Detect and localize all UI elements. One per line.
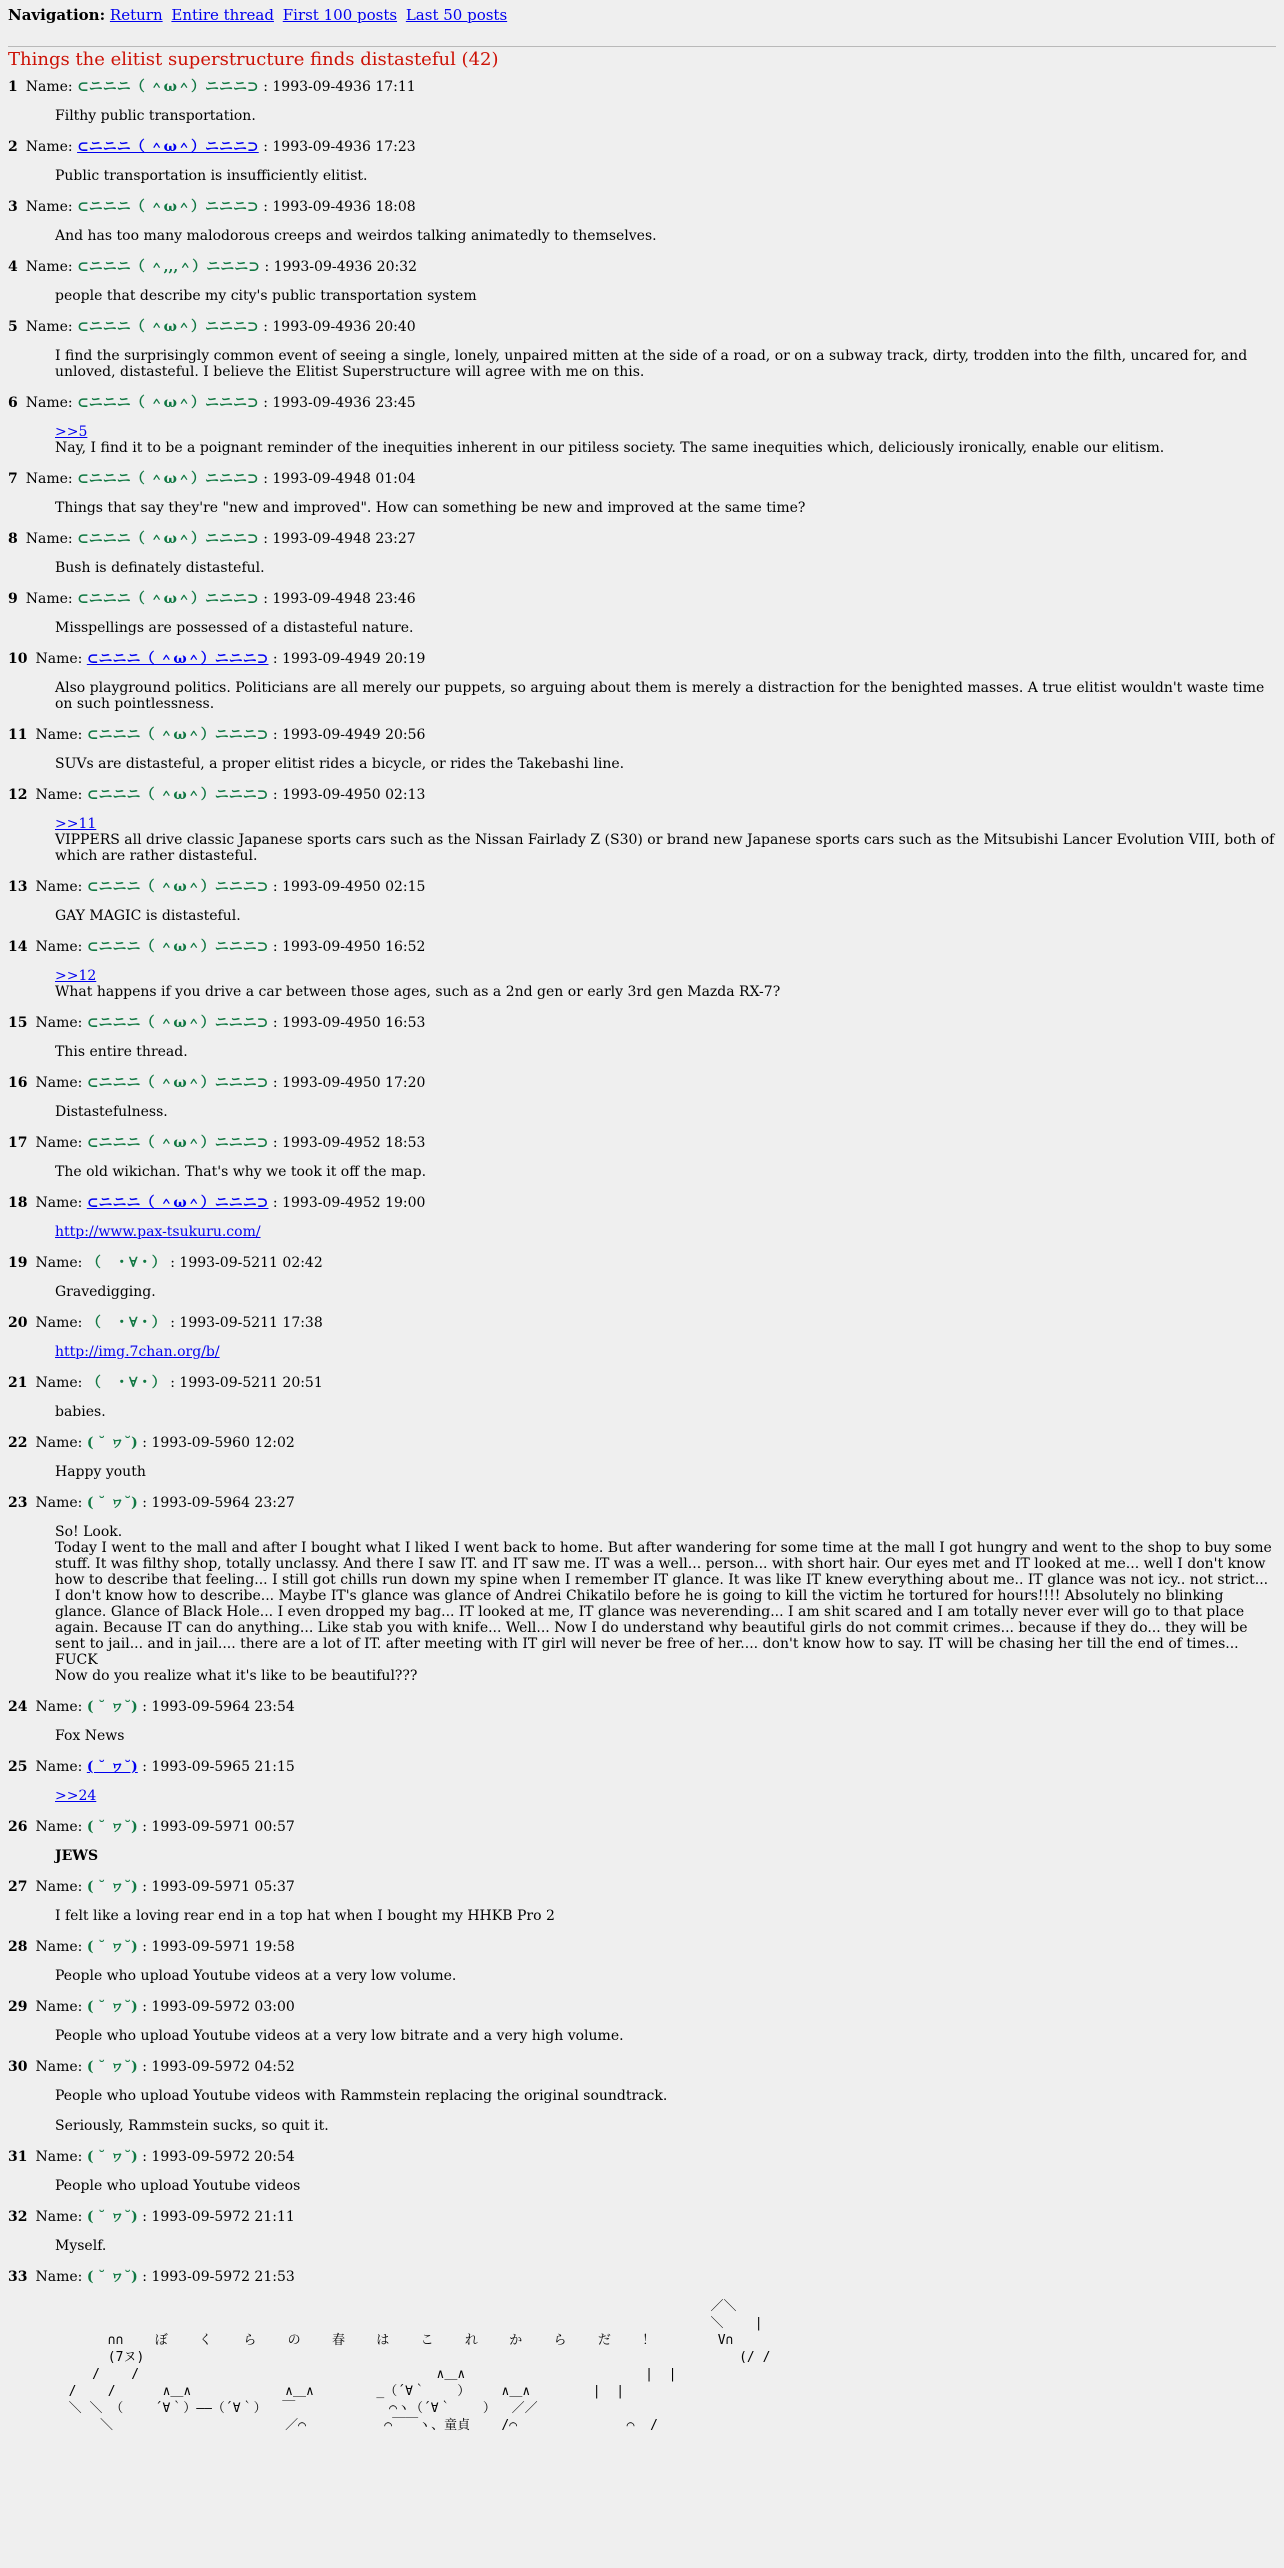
name-label: Name:: [35, 1015, 83, 1031]
post: [8, 878, 1276, 924]
post-date: 1993-09-5972 20:54: [151, 2149, 295, 2165]
post-header: 10 Name: ⊂ニニニ（ ＾ω＾）ニニニ⊃ : 1993-09-4949 20:19: [8, 651, 426, 667]
post: [8, 530, 1276, 576]
poster-name: ⊂ニニニ（ ＾ω＾）ニニニ⊃: [86, 1015, 269, 1031]
post-header: 19 Name: （ ・∀・） : 1993-09-5211 02:42: [8, 1255, 323, 1271]
poster-name: ⊂ニニニ（ ＾ω＾）ニニニ⊃: [86, 727, 269, 743]
post: [8, 2208, 1276, 2254]
post-number[interactable]: 3: [8, 199, 18, 215]
post: [8, 138, 1276, 184]
post-header: 7 Name: ⊂ニニニ（ ＾ω＾）ニニニ⊃ : 1993-09-4948 01:04: [8, 471, 416, 487]
post-number[interactable]: 32: [8, 2209, 28, 2225]
post-date: 1993-09-5972 21:11: [151, 2209, 295, 2225]
post-body: [55, 1404, 1276, 1420]
post-header: 31 Name: ( ˘ ヮ˘) : 1993-09-5972 20:54: [8, 2149, 295, 2165]
post-number[interactable]: 15: [8, 1015, 28, 1031]
post: [8, 786, 1279, 864]
post-text: Things that say they're "new and improved". How can something be new and improved at the same time?: [55, 500, 806, 516]
poster-name: ⊂ニニニ（ ＾ω＾）ニニニ⊃: [77, 591, 259, 607]
poster-name: （ ・∀・）: [86, 1315, 166, 1331]
post-date: 1993-09-5964 23:54: [151, 1699, 295, 1715]
post: [8, 394, 1276, 456]
post: [8, 1698, 1276, 1744]
post-body: [55, 1164, 1276, 1180]
post-date: 1993-09-4936 20:40: [272, 319, 416, 335]
post-text: The old wikichan. That's why we took it off the map.: [55, 1164, 427, 1180]
post-text: Misspellings are possessed of a distasteful nature.: [55, 620, 414, 636]
name-label: Name:: [35, 727, 83, 743]
post-date: 1993-09-5965 21:15: [151, 1759, 295, 1775]
post-body: [55, 500, 1276, 516]
post-date: 1993-09-5964 23:27: [151, 1495, 295, 1511]
post: [8, 1938, 1276, 1984]
post-number[interactable]: 30: [8, 2059, 28, 2075]
post: [8, 2058, 1276, 2134]
post: [8, 650, 1276, 712]
post-date: 1993-09-4950 02:13: [282, 787, 426, 803]
poster-name: ( ˘ ヮ˘): [86, 2269, 138, 2285]
post-body: [55, 1464, 1276, 1480]
poster-name: ⊂ニニニ（ ＾ω＾）ニニニ⊃: [86, 879, 269, 895]
post-body: [55, 1224, 1276, 1240]
post-header: 3 Name: ⊂ニニニ（ ＾ω＾）ニニニ⊃ : 1993-09-4936 18:08: [8, 199, 416, 215]
post-number[interactable]: 2: [8, 139, 18, 155]
post-date: 1993-09-4949 20:56: [282, 727, 426, 743]
post-header: 14 Name: ⊂ニニニ（ ＾ω＾）ニニニ⊃ : 1993-09-4950 16:52: [8, 939, 426, 955]
post-date: 1993-09-5972 21:53: [151, 2269, 295, 2285]
post: [8, 1998, 1276, 2044]
reply-reference-link[interactable]: >>12: [55, 968, 97, 984]
post: [8, 1818, 1276, 1864]
post-body: [55, 168, 1276, 184]
poster-name: ⊂ニニニ（ ＾ω＾）ニニニ⊃: [77, 199, 259, 215]
post-text: SUVs are distasteful, a proper elitist rides a bicycle, or rides the Takebashi line.: [55, 756, 625, 772]
post-date: 1993-09-5972 04:52: [151, 2059, 295, 2075]
name-label: Name:: [35, 2269, 83, 2285]
post-body: [55, 1908, 1276, 1924]
post-text: Public transportation is insufficiently elitist.: [55, 168, 368, 184]
post-text: Seriously, Rammstein sucks, so quit it.: [55, 2118, 329, 2134]
name-label: Name:: [25, 319, 73, 335]
post-text: Myself.: [55, 2238, 107, 2254]
poster-name: ( ˘ ヮ˘): [86, 1699, 138, 1715]
poster-name: ( ˘ ヮ˘): [86, 1495, 138, 1511]
reply-reference-link[interactable]: >>24: [55, 1788, 97, 1804]
name-label: Name:: [35, 1315, 83, 1331]
poster-name: ⊂ニニニ（ ＾ω＾）ニニニ⊃: [77, 531, 259, 547]
post-number[interactable]: 20: [8, 1315, 28, 1331]
post-header: 13 Name: ⊂ニニニ（ ＾ω＾）ニニニ⊃ : 1993-09-4950 02:15: [8, 879, 426, 895]
post: [8, 1374, 1276, 1420]
nav-link-entire-thread[interactable]: Entire thread: [171, 6, 274, 24]
post-header: 30 Name: ( ˘ ヮ˘) : 1993-09-5972 04:52: [8, 2059, 295, 2075]
poster-name: （ ・∀・）: [86, 1375, 166, 1391]
name-label: Name:: [35, 787, 83, 803]
post-header: 33 Name: ( ˘ ヮ˘) : 1993-09-5972 21:53: [8, 2269, 295, 2285]
post-text: People who upload Youtube videos at a very low bitrate and a very high volume.: [55, 2028, 624, 2044]
post: [8, 1434, 1276, 1480]
post-body: [55, 1104, 1276, 1120]
nav-link-first-100-posts[interactable]: First 100 posts: [282, 6, 398, 24]
post-text: people that describe my city's public transportation system: [55, 288, 477, 304]
poster-name: ⊂ニニニ（ ＾ω＾）ニニニ⊃: [77, 79, 259, 95]
post-body: [55, 1344, 1276, 1360]
reply-reference-link[interactable]: >>11: [55, 816, 97, 832]
post-header: 24 Name: ( ˘ ヮ˘) : 1993-09-5964 23:54: [8, 1699, 295, 1715]
post: [8, 590, 1276, 636]
post-number[interactable]: 27: [8, 1879, 28, 1895]
post-number[interactable]: 19: [8, 1255, 28, 1271]
post-header: 32 Name: ( ˘ ヮ˘) : 1993-09-5972 21:11: [8, 2209, 295, 2225]
post-header: 17 Name: ⊂ニニニ（ ＾ω＾）ニニニ⊃ : 1993-09-4952 18:53: [8, 1135, 426, 1151]
name-label: Name:: [25, 395, 73, 411]
name-label: Name:: [25, 591, 73, 607]
post-number[interactable]: 9: [8, 591, 18, 607]
navigation-bar: [8, 6, 1276, 24]
post-number[interactable]: 18: [8, 1195, 28, 1211]
name-label: Name:: [35, 1699, 83, 1715]
post-text: I find the surprisingly common event of seeing a single, lonely, unpaired mitten at the side of a road, or on a subway track, dirty, trodden into the filth, uncared for, and unloved, distasteful. I believe the Elitist Superstructure will agree with me on this.: [55, 348, 1252, 380]
post-date: 1993-09-4936 17:23: [272, 139, 416, 155]
post: [8, 938, 1276, 1000]
post-header: 4 Name: ⊂ニニニ（ ＾,,,＾）ニニニ⊃ : 1993-09-4936 20:32: [8, 259, 418, 275]
post-number[interactable]: 8: [8, 531, 18, 547]
poster-name: ⊂ニニニ（ ＾ω＾）ニニニ⊃: [86, 939, 269, 955]
poster-name: ⊂ニニニ（ ＾,,,＾）ニニニ⊃: [77, 259, 261, 275]
name-label: Name:: [35, 879, 83, 895]
post-text: This entire thread.: [55, 1044, 188, 1060]
post-text: I felt like a loving rear end in a top hat when I bought my HHKB Pro 2: [55, 1908, 555, 1924]
post-date: 1993-09-4936 17:11: [272, 79, 416, 95]
post-text: What happens if you drive a car between those ages, such as a 2nd gen or early 3rd gen Mazda RX-7?: [55, 984, 781, 1000]
post-body: [55, 2178, 1276, 2194]
post-header: 22 Name: ( ˘ ヮ˘) : 1993-09-5960 12:02: [8, 1435, 295, 1451]
name-label: Name:: [35, 651, 83, 667]
poster-name: ( ˘ ヮ˘): [86, 1999, 138, 2015]
post-number[interactable]: 17: [8, 1135, 28, 1151]
post: [8, 1194, 1276, 1240]
post-body: [55, 968, 1276, 1000]
post-text: Also playground politics. Politicians are all merely our puppets, so arguing about them is merely a distraction for the benighted masses. A true elitist wouldn't waste time on such pointlessness.: [55, 680, 1269, 712]
divider: [8, 46, 1276, 47]
post-body: [55, 620, 1276, 636]
name-label: Name:: [25, 531, 73, 547]
post-number[interactable]: 4: [8, 259, 18, 275]
name-label: Name:: [35, 1819, 83, 1835]
post-number[interactable]: 7: [8, 471, 18, 487]
name-label: Name:: [25, 259, 73, 275]
post-date: 1993-09-4950 16:53: [282, 1015, 426, 1031]
post-number[interactable]: 21: [8, 1375, 28, 1391]
post-date: 1993-09-5211 17:38: [179, 1315, 323, 1331]
name-label: Name:: [35, 2209, 83, 2225]
name-label: Name:: [35, 1195, 83, 1211]
poster-name: ⊂ニニニ（ ＾ω＾）ニニニ⊃: [86, 1135, 269, 1151]
poster-name: ( ˘ ヮ˘): [86, 1435, 138, 1451]
post: [8, 1878, 1276, 1924]
poster-name: ( ˘ ヮ˘): [86, 1819, 138, 1835]
nav-link-return[interactable]: Return: [109, 6, 163, 24]
post-body: [55, 108, 1276, 124]
post-text: babies.: [55, 1404, 106, 1420]
post: [8, 1134, 1276, 1180]
poster-name-link[interactable]: ⊂ニニニ（ ＾ω＾）ニニニ⊃: [77, 139, 259, 155]
name-label: Name:: [35, 1375, 83, 1391]
post-header: 28 Name: ( ˘ ヮ˘) : 1993-09-5971 19:58: [8, 1939, 295, 1955]
post-body: [55, 1788, 1276, 1804]
post-header: 5 Name: ⊂ニニニ（ ＾ω＾）ニニニ⊃ : 1993-09-4936 20:40: [8, 319, 416, 335]
post-number[interactable]: 14: [8, 939, 28, 955]
nav-link-last-50-posts[interactable]: Last 50 posts: [405, 6, 508, 24]
post-body: [55, 816, 1279, 864]
post-number[interactable]: 13: [8, 879, 28, 895]
post: [8, 318, 1276, 380]
post-header: 12 Name: ⊂ニニニ（ ＾ω＾）ニニニ⊃ : 1993-09-4950 02:13: [8, 787, 426, 803]
post-text: GAY MAGIC is distasteful.: [55, 908, 241, 924]
navigation-label: Navigation:: [8, 6, 106, 24]
post-date: 1993-09-4949 20:19: [282, 651, 426, 667]
post-body: [55, 348, 1276, 380]
post-number[interactable]: 22: [8, 1435, 28, 1451]
post-header: 18 Name: ⊂ニニニ（ ＾ω＾）ニニニ⊃ : 1993-09-4952 19:00: [8, 1195, 426, 1211]
post: [8, 1074, 1276, 1120]
post-body: [55, 1044, 1276, 1060]
post-number[interactable]: 5: [8, 319, 18, 335]
post-date: 1993-09-4952 19:00: [282, 1195, 426, 1211]
post-body: [55, 2088, 1276, 2134]
post-body: [55, 424, 1276, 456]
name-label: Name:: [35, 1999, 83, 2015]
post-header: 29 Name: ( ˘ ヮ˘) : 1993-09-5972 03:00: [8, 1999, 295, 2015]
post-date: 1993-09-5971 19:58: [151, 1939, 295, 1955]
post-date: 1993-09-4936 23:45: [272, 395, 416, 411]
post-text: Gravedigging.: [55, 1284, 156, 1300]
post: [8, 1014, 1276, 1060]
name-label: Name:: [25, 79, 73, 95]
post-body: [55, 1524, 1276, 1684]
post-header: 11 Name: ⊂ニニニ（ ＾ω＾）ニニニ⊃ : 1993-09-4949 20:56: [8, 727, 426, 743]
post: [8, 2148, 1276, 2194]
post-number[interactable]: 31: [8, 2149, 28, 2165]
name-label: Name:: [35, 2149, 83, 2165]
thread-title: Things the elitist superstructure finds distasteful (42): [8, 49, 499, 70]
name-label: Name:: [35, 1879, 83, 1895]
name-label: Name:: [35, 939, 83, 955]
post-header: 15 Name: ⊂ニニニ（ ＾ω＾）ニニニ⊃ : 1993-09-4950 16:53: [8, 1015, 426, 1031]
ascii-art: ／＼ ＼ | ∩∩ ぼ く ら の 春 は こ れ か ら だ ！ V∩ (7ヌ) (/ / / / ∧＿∧ | | / / ∧＿∧ ∧＿∧ _（´∀｀ ） ∧＿∧ | | ＼ ＼ （ ´∀｀）――（´∀｀） ￣ ⌒ヽ（´∀｀ ） ／／ ＼ ／⌒ ⌒￣￣ヽ、童貞 /⌒ ⌒ /: [68, 2299, 771, 2433]
post-number[interactable]: 23: [8, 1495, 28, 1511]
post-header: 2 Name: ⊂ニニニ（ ＾ω＾）ニニニ⊃ : 1993-09-4936 17:23: [8, 139, 416, 155]
post-body: [55, 680, 1276, 712]
poster-name: ( ˘ ヮ˘): [86, 2209, 138, 2225]
post-text: Bush is definately distasteful.: [55, 560, 265, 576]
post-text: Filthy public transportation.: [55, 108, 256, 124]
post-text: People who upload Youtube videos at a very low volume.: [55, 1968, 457, 1984]
post-header: 21 Name: （ ・∀・） : 1993-09-5211 20:51: [8, 1375, 323, 1391]
name-label: Name:: [35, 1075, 83, 1091]
post-text-bold: JEWS: [55, 1848, 99, 1864]
post-text: VIPPERS all drive classic Japanese sports cars such as the Nissan Fairlady Z (S30) or brand new Japanese sports cars such as the Mitsubishi Lancer Evolution VIII, both of which are rather distasteful.: [55, 832, 1279, 864]
post-body: [55, 756, 1276, 772]
post-header: 6 Name: ⊂ニニニ（ ＾ω＾）ニニニ⊃ : 1993-09-4936 23:45: [8, 395, 416, 411]
post-header: 20 Name: （ ・∀・） : 1993-09-5211 17:38: [8, 1315, 323, 1331]
post: [8, 1314, 1276, 1360]
post-number[interactable]: 10: [8, 651, 28, 667]
poster-name-link[interactable]: ⊂ニニニ（ ＾ω＾）ニニニ⊃: [86, 1195, 269, 1211]
name-label: Name:: [35, 1255, 83, 1271]
post-date: 1993-09-5972 03:00: [151, 1999, 295, 2015]
poster-name: ( ˘ ヮ˘): [86, 2149, 138, 2165]
post-number[interactable]: 29: [8, 1999, 28, 2015]
post-date: 1993-09-4936 20:32: [273, 259, 418, 275]
post-list: [8, 78, 1279, 2434]
post-date: 1993-09-5971 05:37: [151, 1879, 295, 1895]
post-number[interactable]: 33: [8, 2269, 28, 2285]
post-text: Happy youth: [55, 1464, 146, 1480]
post-number[interactable]: 25: [8, 1759, 28, 1775]
name-label: Name:: [25, 471, 73, 487]
post-header: 9 Name: ⊂ニニニ（ ＾ω＾）ニニニ⊃ : 1993-09-4948 23:46: [8, 591, 416, 607]
post-number[interactable]: 16: [8, 1075, 28, 1091]
post-number[interactable]: 12: [8, 787, 28, 803]
post-number[interactable]: 26: [8, 1819, 28, 1835]
post-date: 1993-09-4952 18:53: [282, 1135, 426, 1151]
post-body: [55, 2238, 1276, 2254]
post-number[interactable]: 24: [8, 1699, 28, 1715]
post-number[interactable]: 28: [8, 1939, 28, 1955]
post: [8, 1758, 1276, 1804]
post-date: 1993-09-4948 01:04: [272, 471, 416, 487]
post-header: 1 Name: ⊂ニニニ（ ＾ω＾）ニニニ⊃ : 1993-09-4936 17:11: [8, 79, 416, 95]
post-header: 26 Name: ( ˘ ヮ˘) : 1993-09-5971 00:57: [8, 1819, 295, 1835]
name-label: Name:: [35, 1435, 83, 1451]
poster-name: ( ˘ ヮ˘): [86, 1879, 138, 1895]
post-body: [55, 2028, 1276, 2044]
external-link[interactable]: http://img.7chan.org/b/: [55, 1344, 220, 1360]
post-number[interactable]: 6: [8, 395, 18, 411]
post-date: 1993-09-5211 20:51: [179, 1375, 323, 1391]
post-date: 1993-09-4948 23:27: [272, 531, 416, 547]
poster-name-link[interactable]: ( ˘ ヮ˘): [86, 1759, 138, 1775]
poster-name: ⊂ニニニ（ ＾ω＾）ニニニ⊃: [77, 471, 259, 487]
post-header: 23 Name: ( ˘ ヮ˘) : 1993-09-5964 23:27: [8, 1495, 295, 1511]
post: [8, 198, 1276, 244]
post: [8, 726, 1276, 772]
poster-name: （ ・∀・）: [86, 1255, 166, 1271]
post-date: 1993-09-4950 16:52: [282, 939, 426, 955]
post-body: [55, 1848, 1276, 1864]
post-number[interactable]: 11: [8, 727, 28, 743]
post-header: 16 Name: ⊂ニニニ（ ＾ω＾）ニニニ⊃ : 1993-09-4950 17:20: [8, 1075, 426, 1091]
post-header: 25 Name: ( ˘ ヮ˘) : 1993-09-5965 21:15: [8, 1759, 295, 1775]
post: [8, 1494, 1276, 1684]
post-date: 1993-09-5211 02:42: [179, 1255, 323, 1271]
poster-name-link[interactable]: ⊂ニニニ（ ＾ω＾）ニニニ⊃: [86, 651, 269, 667]
post-date: 1993-09-4950 02:15: [282, 879, 426, 895]
poster-name: ⊂ニニニ（ ＾ω＾）ニニニ⊃: [86, 1075, 269, 1091]
post: [8, 1254, 1276, 1300]
post-text: People who upload Youtube videos with Rammstein replacing the original soundtrack.: [55, 2088, 668, 2104]
external-link[interactable]: http://www.pax-tsukuru.com/: [55, 1224, 261, 1240]
post-body: [55, 1284, 1276, 1300]
post: [8, 78, 1276, 124]
post-header: 8 Name: ⊂ニニニ（ ＾ω＾）ニニニ⊃ : 1993-09-4948 23:27: [8, 531, 416, 547]
post: [8, 470, 1276, 516]
post-header: 27 Name: ( ˘ ヮ˘) : 1993-09-5971 05:37: [8, 1879, 295, 1895]
post-date: 1993-09-5971 00:57: [151, 1819, 295, 1835]
name-label: Name:: [25, 139, 73, 155]
post-date: 1993-09-5960 12:02: [151, 1435, 295, 1451]
post-text: And has too many malodorous creeps and weirdos talking animatedly to themselves.: [55, 228, 657, 244]
poster-name: ( ˘ ヮ˘): [86, 2059, 138, 2075]
name-label: Name:: [35, 2059, 83, 2075]
name-label: Name:: [35, 1759, 83, 1775]
post-text: Fox News: [55, 1728, 125, 1744]
name-label: Name:: [35, 1939, 83, 1955]
post-body: [55, 908, 1276, 924]
post-number[interactable]: 1: [8, 79, 18, 95]
post-text: So! Look. Today I went to the mall and after I bought what I liked I went back to home. But after wandering for some time at the mall I got hungry and went to the shop to buy some stuff. It was filthy shop, totally unclassy. And there I saw IT. and IT saw me. IT was a well... person... with short hair. Our eyes met and IT looked at me... well I don't know how to describe that feeling... I still got chills run down my spine when I remember IT glance. It was like IT knew everything about me.. IT glance was not icy.. not strict... I don't know how to describe... Maybe IT's glance was glance of Andrei Chikatilo before he is going to kill the victim he tortured for hours!!!! Absolutely no blinking glance. Glance of Black Hole... I even dropped my bag... IT looked at me, IT glance was neverending... I am shit scared and I am totally never ever will go to that place again. Because IT can do anything... Like stab you with knife... Well... Now I do understand why beautiful girls do not commit crimes... because if they do... they will be sent to jail... and in jail.... there are a lot of IT. after meeting with IT girl will never be free of her.... don't know how to say. IT will be chasing her till the end of times... FUCK Now do you realize what it's like to be beautiful???: [55, 1524, 1272, 1684]
poster-name: ⊂ニニニ（ ＾ω＾）ニニニ⊃: [77, 319, 259, 335]
poster-name: ⊂ニニニ（ ＾ω＾）ニニニ⊃: [86, 787, 269, 803]
post-date: 1993-09-4936 18:08: [272, 199, 416, 215]
post-date: 1993-09-4948 23:46: [272, 591, 416, 607]
post-text: Distastefulness.: [55, 1104, 168, 1120]
name-label: Name:: [35, 1135, 83, 1151]
post-body: [55, 560, 1276, 576]
post-text: Nay, I find it to be a poignant reminder of the inequities inherent in our pitiless society. The same inequities which, deliciously ironically, enable our elitism.: [55, 440, 1165, 456]
poster-name: ( ˘ ヮ˘): [86, 1939, 138, 1955]
post-text: People who upload Youtube videos: [55, 2178, 301, 2194]
post-date: 1993-09-4950 17:20: [282, 1075, 426, 1091]
post-body: [55, 1728, 1276, 1744]
reply-reference-link[interactable]: >>5: [55, 424, 88, 440]
post-body: [55, 228, 1276, 244]
name-label: Name:: [25, 199, 73, 215]
name-label: Name:: [35, 1495, 83, 1511]
post: [8, 258, 1276, 304]
post: [8, 2268, 1276, 2434]
post-body: [55, 288, 1276, 304]
poster-name: ⊂ニニニ（ ＾ω＾）ニニニ⊃: [77, 395, 259, 411]
post-body: [55, 1968, 1276, 1984]
